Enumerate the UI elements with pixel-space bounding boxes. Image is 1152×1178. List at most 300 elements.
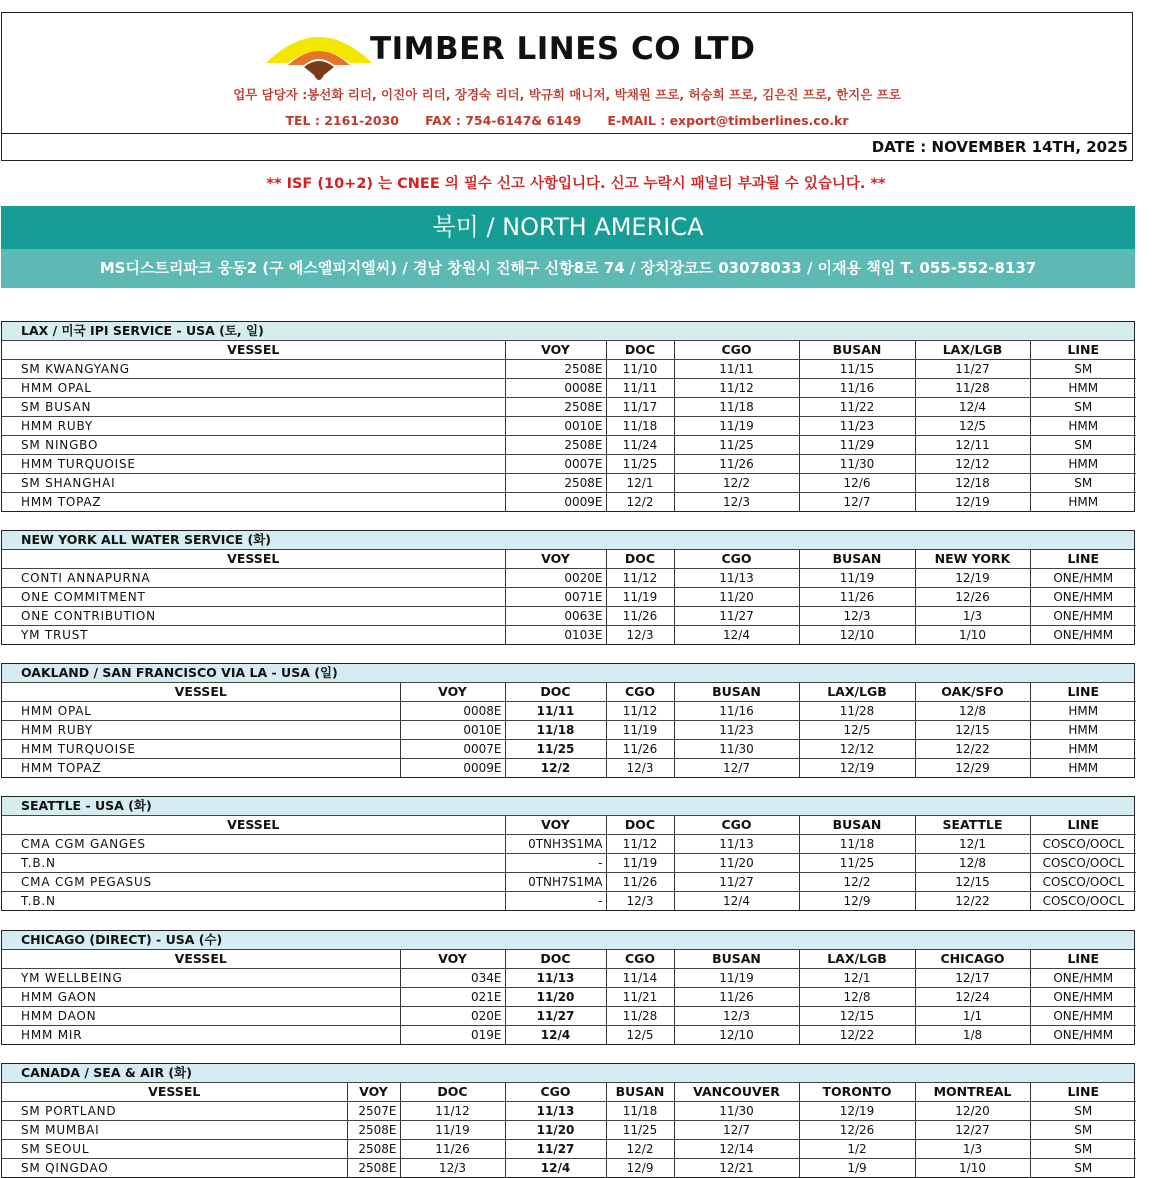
table-cell: 12/2 [606,1140,674,1159]
table-header-row [2,550,1136,569]
table-cell: 11/18 [799,835,915,854]
column-header: VOY [505,341,606,360]
table-cell: 12/22 [915,740,1030,759]
column-header: BUSAN [799,816,915,835]
column-header: VESSEL [2,683,400,702]
table-cell: 11/17 [606,398,674,417]
vessel-name: T.B.N [21,894,56,908]
table-cell: 1/9 [799,1159,915,1178]
table-cell: 019E [400,1026,505,1045]
staff-contacts: 업무 담당자 :봉선화 리더, 이진아 리더, 장경숙 리더, 박규희 매니저, 박채원 프로, 허승희 프로, 김은진 프로, 한지은 프로 [233,87,901,102]
table-row [2,417,1136,436]
table-cell: 12/7 [674,1121,799,1140]
table-cell: COSCO/OOCL [1030,854,1136,873]
table-cell: 12/2 [799,873,915,892]
table-cell: 11/25 [606,1121,674,1140]
table-cell: 11/13 [674,569,799,588]
table-cell: 2508E [347,1121,400,1140]
vessel-name: HMM MIR [21,1028,83,1042]
column-header: VESSEL [2,1083,347,1102]
column-header: VOY [347,1083,400,1102]
table-cell: 12/1 [915,835,1030,854]
table-cell: 12/26 [799,1121,915,1140]
table-cell: 11/21 [606,988,674,1007]
table-cell: 11/13 [505,969,606,988]
vessel-name: CMA CGM PEGASUS [2,873,505,892]
table-cell: 12/22 [915,892,1030,911]
table-cell: 11/30 [799,455,915,474]
table-row [2,474,1136,493]
table-cell: SM [1030,1159,1136,1178]
table-cell: - [505,854,606,873]
table-cell: 12/8 [799,988,915,1007]
table-cell: SM [1030,436,1136,455]
table-cell: 11/19 [606,588,674,607]
table-cell: 12/12 [915,455,1030,474]
schedule-table [2,950,1136,1044]
column-header: VANCOUVER [674,1083,799,1102]
vessel-name: ONE CONTRIBUTION [2,607,505,626]
table-cell: SM [1030,398,1136,417]
table-cell: 11/27 [505,1007,606,1026]
column-header: CGO [674,341,799,360]
table-cell: 11/19 [799,569,915,588]
table-cell: 11/24 [606,436,674,455]
column-header: LINE [1030,1083,1136,1102]
table-row [2,1007,1136,1026]
table-cell: 11/13 [505,1102,606,1121]
table-cell: COSCO/OOCL [1030,892,1136,911]
table-cell: 12/11 [915,436,1030,455]
table-cell: 12/4 [915,398,1030,417]
table-cell: 11/25 [606,455,674,474]
region-title: 북미 / NORTH AMERICA [1,206,1135,249]
table-cell: SM [1030,474,1136,493]
table-cell: HMM [1030,455,1136,474]
table-cell: 12/18 [915,474,1030,493]
table-cell: 11/28 [606,1007,674,1026]
vessel-name: SM SEOUL [2,1140,347,1159]
table-row [2,892,1136,911]
table-cell: 11/11 [674,360,799,379]
table-cell: 12/26 [915,588,1030,607]
table-cell: 11/25 [799,854,915,873]
table-cell: 11/12 [400,1102,505,1121]
table-cell: 12/3 [606,626,674,645]
service-block [1,663,1135,778]
column-header: LINE [1030,816,1136,835]
table-cell: 0008E [400,702,505,721]
table-cell: 0103E [505,626,606,645]
column-header: VESSEL [2,341,505,360]
table-cell: 12/10 [799,626,915,645]
table-cell: ONE/HMM [1030,988,1136,1007]
table-row [2,988,1136,1007]
table-cell: 12/21 [674,1159,799,1178]
table-cell: 11/12 [606,702,674,721]
table-cell: 12/3 [799,607,915,626]
table-cell: 021E [400,988,505,1007]
column-header: LAX/LGB [799,683,915,702]
table-cell: 2508E [347,1159,400,1178]
table-cell: 12/10 [674,1026,799,1045]
column-header: DOC [606,816,674,835]
table-cell: 12/7 [674,759,799,778]
column-header: VESSEL [2,950,400,969]
table-cell: 12/9 [799,892,915,911]
column-header: VOY [505,550,606,569]
table-cell: 11/26 [674,988,799,1007]
column-header: BUSAN [799,341,915,360]
table-cell: 11/29 [799,436,915,455]
vessel-name: CMA CGM GANGES [2,835,505,854]
service-block [1,1063,1135,1178]
table-header-row [2,816,1136,835]
service-title: CHICAGO (DIRECT) - USA (수) [2,931,1134,950]
table-cell: 2508E [505,398,606,417]
vessel-name: SM QINGDAO [21,1161,109,1175]
column-header: LINE [1030,341,1136,360]
table-row [2,493,1136,512]
table-cell: ONE/HMM [1030,1007,1136,1026]
table-cell: 11/26 [400,1140,505,1159]
table-cell: 11/23 [799,417,915,436]
vessel-name: HMM TURQUOISE [2,455,505,474]
service-block [1,321,1135,512]
table-cell: 12/22 [799,1026,915,1045]
table-cell: 12/5 [606,1026,674,1045]
column-header: CGO [606,683,674,702]
service-block [1,530,1135,645]
table-row [2,607,1136,626]
schedule-table [2,683,1136,777]
table-row [2,455,1136,474]
table-cell: ONE/HMM [1030,607,1136,626]
isf-notice: ** ISF (10+2) 는 CNEE 의 필수 신고 사항입니다. 신고 누락시 패널티 부과될 수 있습니다. ** [266,176,886,192]
table-cell: ONE/HMM [1030,1026,1136,1045]
table-cell: 1/10 [915,1159,1030,1178]
table-row [2,626,1136,645]
table-row [2,873,1136,892]
table-cell: 12/8 [915,854,1030,873]
table-cell: COSCO/OOCL [1030,835,1136,854]
column-header: DOC [505,950,606,969]
table-cell: 12/3 [606,892,674,911]
company-logo-icon [264,23,374,81]
table-cell: ONE/HMM [1030,626,1136,645]
column-header: DOC [505,683,606,702]
column-header: BUSAN [606,1083,674,1102]
table-cell: 12/12 [799,740,915,759]
table-cell: 12/7 [799,493,915,512]
column-header: VOY [400,683,505,702]
vessel-name: HMM TOPAZ [21,495,102,509]
table-cell: 12/3 [674,1007,799,1026]
table-cell: 1/3 [915,607,1030,626]
table-cell: 11/11 [606,379,674,398]
table-cell: 11/20 [505,988,606,1007]
contact-info: TEL : 2161-2030 FAX : 754-6147& 6149 E-MAIL : export@timberlines.co.kr [285,113,849,128]
vessel-name: T.B.N [2,854,505,873]
table-cell: 12/9 [606,1159,674,1178]
table-cell: 11/18 [505,721,606,740]
table-row [2,740,1136,759]
vessel-name: SM SHANGHAI [2,474,505,493]
vessel-name: SM PORTLAND [2,1102,347,1121]
table-cell: 12/4 [674,626,799,645]
schedule-table [2,550,1136,644]
table-cell: HMM [1030,740,1136,759]
column-header: DOC [400,1083,505,1102]
service-title: CANADA / SEA & AIR (화) [2,1064,1134,1083]
table-cell: HMM [1030,417,1136,436]
service-title: OAKLAND / SAN FRANCISCO VIA LA - USA (일) [2,664,1134,683]
table-cell: 12/19 [799,1102,915,1121]
service-title: LAX / 미국 IPI SERVICE - USA (토, 일) [2,322,1134,341]
table-cell: HMM [1030,702,1136,721]
vessel-name: HMM OPAL [2,379,505,398]
column-header: TORONTO [799,1083,915,1102]
table-cell: SM [1030,1102,1136,1121]
table-cell: 12/3 [674,493,799,512]
vessel-name: HMM OPAL [2,702,400,721]
table-cell: 12/19 [915,569,1030,588]
table-cell: 11/15 [799,360,915,379]
table-row [2,398,1136,417]
table-row [2,1159,1136,1178]
vessel-name: SM KWANGYANG [2,360,505,379]
table-cell: 11/12 [606,835,674,854]
table-cell: ONE/HMM [1030,569,1136,588]
column-header: VOY [400,950,505,969]
letterhead [1,12,1133,134]
table-cell: 12/19 [799,759,915,778]
table-cell: 12/1 [799,969,915,988]
service-block [1,930,1135,1045]
column-header: CGO [606,950,674,969]
table-row [2,835,1136,854]
table-cell: 0TNH7S1MA [505,873,606,892]
table-cell: 12/2 [505,759,606,778]
column-header: CGO [674,816,799,835]
table-cell: 0009E [400,759,505,778]
column-header: LAX/LGB [799,950,915,969]
table-cell: 11/11 [505,702,606,721]
table-cell: 11/19 [674,417,799,436]
schedule-table [2,816,1136,910]
table-cell: SM [1030,1121,1136,1140]
table-row [2,854,1136,873]
table-cell: 11/19 [674,969,799,988]
table-cell: 11/12 [674,379,799,398]
table-row [2,1140,1136,1159]
warehouse-address: MS디스트리파크 웅동2 (구 에스엘피지엘씨) / 경남 창원시 진해구 신항8로 74 / 장치장코드 03078033 / 이재용 책임 T. 055-552-8137 [1,249,1135,288]
vessel-name: HMM TOPAZ [21,761,102,775]
table-row [2,588,1136,607]
table-cell: 11/25 [505,740,606,759]
table-cell: 0020E [505,569,606,588]
vessel-name: HMM GAON [2,988,400,1007]
table-cell: 11/30 [674,740,799,759]
table-cell: 11/28 [915,379,1030,398]
table-cell: HMM [1030,379,1136,398]
table-cell: 020E [400,1007,505,1026]
table-row [2,1102,1136,1121]
table-cell: 11/18 [606,1102,674,1121]
table-cell: 12/2 [674,474,799,493]
service-title: NEW YORK ALL WATER SERVICE (화) [2,531,1134,550]
table-cell: 11/30 [674,1102,799,1121]
table-cell: 0007E [400,740,505,759]
column-header: VESSEL [2,816,505,835]
table-cell: 1/10 [915,626,1030,645]
table-cell: 12/15 [799,1007,915,1026]
table-cell: - [505,892,606,911]
table-cell: 11/27 [915,360,1030,379]
schedule-table [2,1083,1136,1177]
column-header: DOC [606,550,674,569]
table-cell: 11/26 [674,455,799,474]
table-cell: 11/20 [674,854,799,873]
table-cell: 2508E [505,436,606,455]
table-header-row [2,341,1136,360]
column-header: OAK/SFO [915,683,1030,702]
table-cell: 12/3 [606,759,674,778]
table-cell: 2507E [347,1102,400,1121]
column-header: LINE [1030,550,1136,569]
column-header: VESSEL [2,550,505,569]
table-cell: 11/19 [400,1121,505,1140]
table-cell: 12/5 [799,721,915,740]
table-cell: 0TNH3S1MA [505,835,606,854]
table-header-row [2,683,1136,702]
table-cell: 11/19 [606,854,674,873]
table-cell: HMM [1030,493,1136,512]
table-cell: 11/26 [799,588,915,607]
table-cell: SM [1030,1140,1136,1159]
table-cell: 12/4 [505,1159,606,1178]
table-cell: 11/20 [505,1121,606,1140]
column-header: CGO [505,1083,606,1102]
column-header: VOY [505,816,606,835]
table-cell: 1/1 [915,1007,1030,1026]
table-cell: 12/20 [915,1102,1030,1121]
table-row [2,759,1136,778]
table-cell: 12/29 [915,759,1030,778]
table-row [2,360,1136,379]
table-cell: 12/15 [915,873,1030,892]
vessel-name: YM WELLBEING [2,969,400,988]
table-cell: 11/16 [799,379,915,398]
table-cell: 12/4 [505,1026,606,1045]
table-cell: 12/24 [915,988,1030,1007]
service-block [1,796,1135,911]
table-header-row [2,950,1136,969]
table-cell: 11/14 [606,969,674,988]
column-header: LAX/LGB [915,341,1030,360]
table-cell: 11/26 [606,873,674,892]
table-cell: 11/26 [606,607,674,626]
schedule-date: DATE : NOVEMBER 14TH, 2025 [1,134,1133,161]
table-cell: 2508E [505,360,606,379]
column-header: BUSAN [674,950,799,969]
table-cell: 11/28 [799,702,915,721]
column-header: SEATTLE [915,816,1030,835]
table-cell: 12/4 [674,892,799,911]
column-header: CGO [674,550,799,569]
vessel-name: HMM TURQUOISE [2,740,400,759]
column-header: NEW YORK [915,550,1030,569]
table-cell: 12/27 [915,1121,1030,1140]
table-row [2,379,1136,398]
table-cell: 11/26 [606,740,674,759]
table-cell: 11/20 [674,588,799,607]
table-row [2,969,1136,988]
column-header: LINE [1030,683,1136,702]
table-cell: 11/27 [505,1140,606,1159]
table-cell: ONE/HMM [1030,969,1136,988]
table-row [2,721,1136,740]
table-cell: 12/17 [915,969,1030,988]
table-cell: 0063E [505,607,606,626]
table-row [2,436,1136,455]
table-cell: 1/2 [799,1140,915,1159]
vessel-name: HMM DAON [2,1007,400,1026]
table-cell: 11/18 [606,417,674,436]
company-name: TIMBER LINES CO LTD [370,31,756,67]
table-cell: 11/27 [674,873,799,892]
table-cell: 12/6 [799,474,915,493]
table-cell: 12/2 [606,493,674,512]
column-header: MONTREAL [915,1083,1030,1102]
table-cell: 11/12 [606,569,674,588]
table-row [2,569,1136,588]
table-cell: 11/16 [674,702,799,721]
table-cell: 11/25 [674,436,799,455]
table-cell: 0009E [505,493,606,512]
table-cell: COSCO/OOCL [1030,873,1136,892]
table-cell: 12/1 [606,474,674,493]
vessel-name: SM NINGBO [2,436,505,455]
table-row [2,1121,1136,1140]
table-cell: 11/23 [674,721,799,740]
vessel-name: SM BUSAN [2,398,505,417]
table-cell: 0010E [400,721,505,740]
table-header-row [2,1083,1136,1102]
table-cell: 11/10 [606,360,674,379]
schedule-table [2,341,1136,511]
table-cell: 034E [400,969,505,988]
table-cell: HMM [1030,721,1136,740]
column-header: LINE [1030,950,1136,969]
table-cell: 12/3 [400,1159,505,1178]
table-cell: 0007E [505,455,606,474]
table-cell: 1/3 [915,1140,1030,1159]
vessel-name: HMM RUBY [2,721,400,740]
table-cell: 2508E [347,1140,400,1159]
table-cell: 11/27 [674,607,799,626]
service-title: SEATTLE - USA (화) [2,797,1134,816]
table-cell: 11/22 [799,398,915,417]
table-cell: ONE/HMM [1030,588,1136,607]
vessel-name: YM TRUST [21,628,89,642]
table-cell: 12/8 [915,702,1030,721]
vessel-name: HMM RUBY [2,417,505,436]
column-header: CHICAGO [915,950,1030,969]
table-cell: 11/13 [674,835,799,854]
table-cell: 0008E [505,379,606,398]
vessel-name: SM MUMBAI [2,1121,347,1140]
